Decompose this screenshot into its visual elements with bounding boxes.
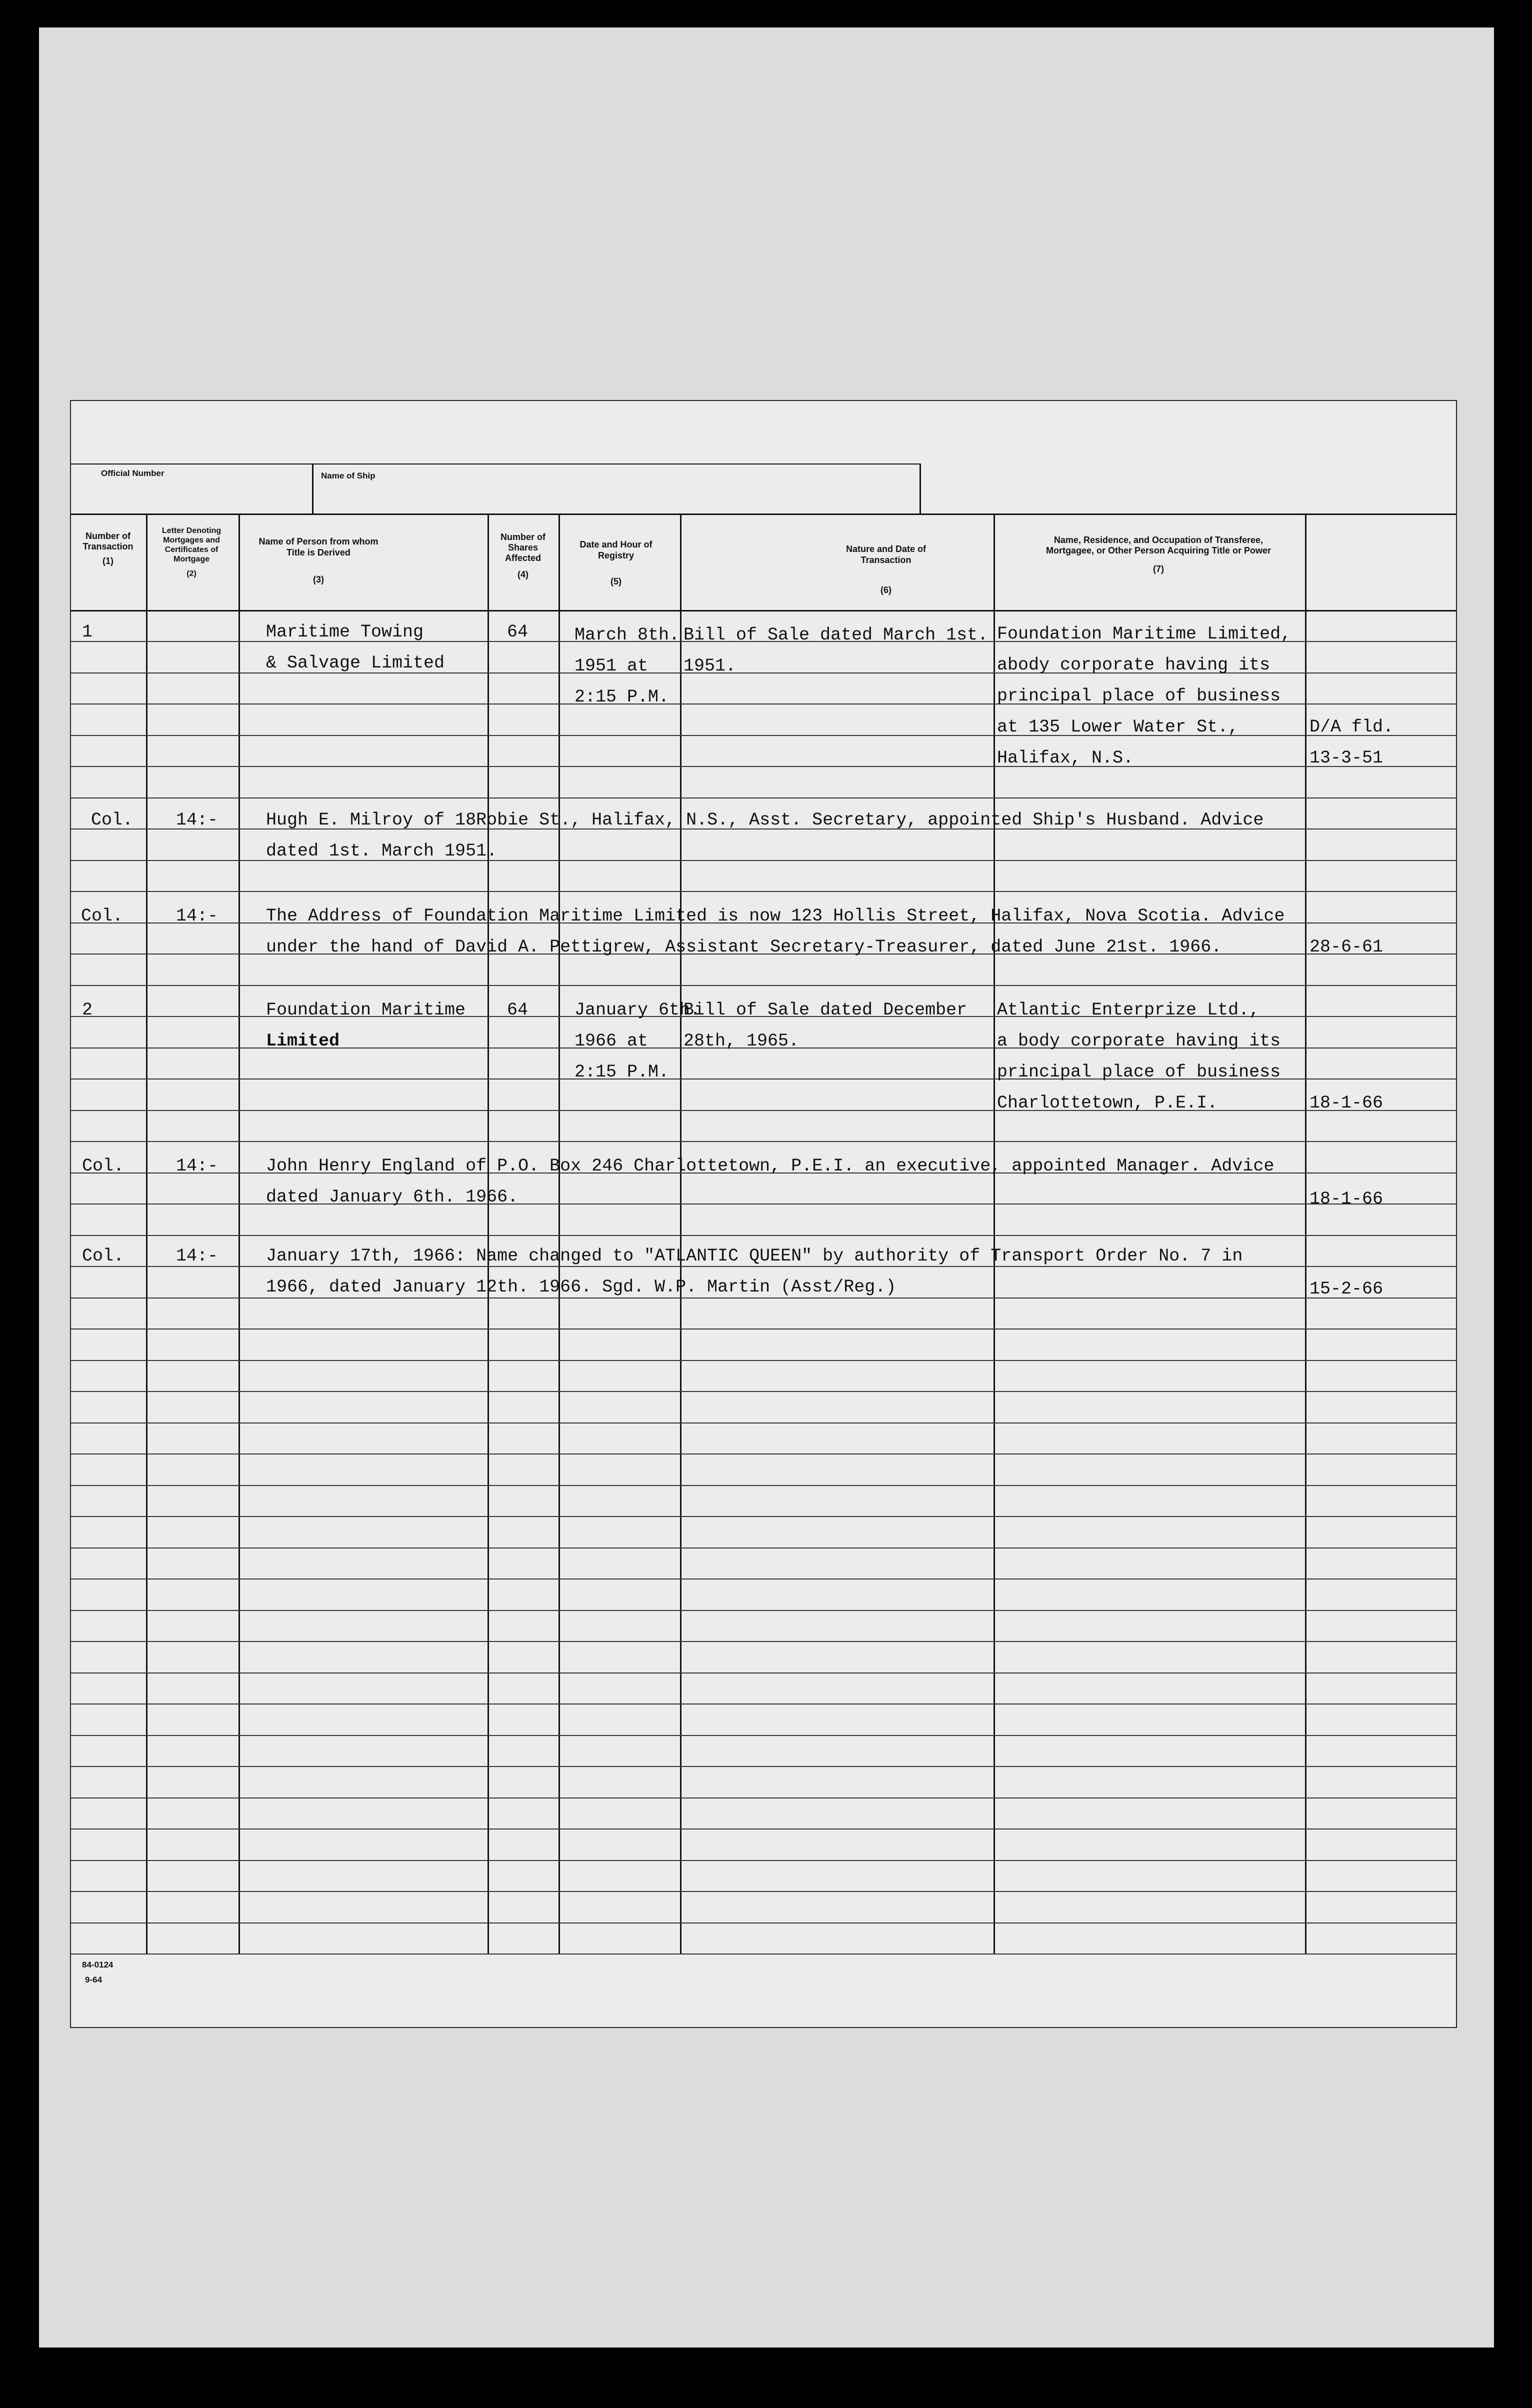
col3-num: (3)	[313, 574, 324, 584]
entry4-col3-line1: Foundation Maritime	[266, 1000, 466, 1020]
col5-header	[566, 539, 666, 587]
entry1-col7-line1: Foundation Maritime Limited,	[997, 624, 1292, 644]
header-right-rule	[920, 464, 921, 514]
entry4-col7-line4: Charlottetown, P.E.I.	[997, 1093, 1218, 1113]
header-divider	[312, 464, 314, 514]
ruled-line	[71, 1672, 1456, 1674]
entry1-col8-line1: D/A fld.	[1310, 717, 1394, 737]
column-rule	[238, 515, 240, 1954]
entry1-col6-line2: 1951.	[684, 656, 736, 676]
entry6-col1: Col.	[82, 1246, 124, 1266]
entry1-col8-line2: 13-3-51	[1310, 748, 1384, 768]
entry5-col1: Col.	[82, 1156, 124, 1176]
col1-num: (1)	[102, 556, 114, 566]
col3-title: Name of Person from whom Title is Derived	[258, 536, 378, 558]
column-rule	[488, 515, 489, 1954]
entry1-col7-line4: at 135 Lower Water St.,	[997, 717, 1239, 737]
entry1-col7-line3: principal place of business	[997, 686, 1281, 706]
ruled-line	[71, 1516, 1456, 1517]
ruled-line	[71, 1766, 1456, 1767]
col7-header	[1041, 535, 1276, 574]
entry4-col5-line1: January 6th.	[574, 1000, 701, 1020]
ruled-line	[71, 1391, 1456, 1392]
entry5-text-line1: John Henry England of P.O. Box 246 Charlottetown, P.E.I. an executive, appointed Manager. Advice	[266, 1156, 1274, 1176]
entry6-text-line2: 1966, dated January 12th. 1966. Sgd. W.P. Martin (Asst/Reg.)	[266, 1277, 896, 1297]
ruled-line	[71, 1422, 1456, 1424]
ruled-line	[71, 1266, 1456, 1267]
column-rule	[1305, 515, 1306, 1954]
col4-title: Number of Shares Affected	[500, 532, 546, 563]
entry6-text-line1: January 17th, 1966: Name changed to "ATLANTIC QUEEN" by authority of Transport Order No. 7 in	[266, 1246, 1243, 1266]
entry6-col2: 14:-	[176, 1246, 218, 1266]
col3-header	[251, 536, 386, 585]
col6-title: Nature and Date of Transaction	[846, 544, 926, 565]
entry2-text-line2: dated 1st. March 1951.	[266, 841, 498, 861]
ruled-line	[71, 985, 1456, 986]
entry4-col4: 64	[507, 1000, 528, 1020]
entry2-col2: 14:-	[176, 810, 218, 830]
col6-num: (6)	[880, 585, 892, 595]
ruled-line	[71, 1110, 1456, 1111]
entry4-col7-line3: principal place of business	[997, 1062, 1281, 1082]
column-header-top-rule	[71, 514, 1456, 515]
ruled-line	[71, 1610, 1456, 1611]
entry4-col5-line2: 1966 at	[574, 1031, 648, 1051]
entry4-col1: 2	[82, 1000, 93, 1020]
ruled-line	[71, 1328, 1456, 1330]
col4-header	[489, 532, 557, 580]
entry4-col7-line1: Atlantic Enterprize Ltd.,	[997, 1000, 1260, 1020]
column-header-bottom-rule	[71, 610, 1456, 612]
entry4-col7-line2: a body corporate having its	[997, 1031, 1281, 1051]
ruled-line	[71, 1360, 1456, 1361]
ruled-line	[71, 1891, 1456, 1892]
entry1-col6-line1: Bill of Sale dated March 1st.	[684, 625, 988, 645]
ruled-line	[71, 891, 1456, 892]
ruled-line	[71, 1922, 1456, 1924]
column-rule	[994, 515, 995, 1954]
form-number: 84-0124	[82, 1960, 114, 1970]
ship-registry-form	[70, 400, 1457, 2028]
entry4-col8: 18-1-66	[1310, 1093, 1384, 1113]
name-of-ship-label: Name of Ship	[321, 471, 376, 480]
ruled-line	[71, 766, 1456, 767]
entry1-col3-line1: Maritime Towing	[266, 622, 424, 642]
entry3-col8: 28-6-61	[1310, 937, 1384, 957]
col7-title: Name, Residence, and Occupation of Transferee, Mortgagee, or Other Person Acquiring Title or Power	[1046, 535, 1272, 556]
entry5-col8: 18-1-66	[1310, 1189, 1384, 1209]
col1-header	[71, 531, 145, 566]
official-number-label: Official Number	[101, 468, 164, 478]
ruled-line	[71, 735, 1456, 736]
entry3-text-line1: The Address of Foundation Maritime Limited is now 123 Hollis Street, Halifax, Nova Scotia. Advice	[266, 906, 1285, 926]
entry2-text-line1: Hugh E. Milroy of 18Robie St., Halifax, N.S., Asst. Secretary, appointed Ship's Husband. Advice	[266, 810, 1264, 830]
ruled-line	[71, 1735, 1456, 1736]
entry4-col6-line2: 28th, 1965.	[684, 1031, 800, 1051]
ruled-line	[71, 1485, 1456, 1486]
entry1-col7-line5: Halifax, N.S.	[997, 748, 1134, 768]
photocopy-sheet	[39, 28, 1494, 2348]
ruled-line	[71, 1235, 1456, 1236]
entry1-col3-line2: & Salvage Limited	[266, 653, 445, 673]
column-rule	[558, 515, 560, 1954]
entry1-col4: 64	[507, 622, 528, 642]
entry1-col5-line1: March 8th.	[574, 625, 680, 645]
entry2-col1: Col.	[91, 810, 134, 830]
ruled-line	[71, 1641, 1456, 1642]
col2-title: Letter Denoting Mortgages and Certificates of Mortgage	[162, 526, 222, 564]
entry6-col8: 15-2-66	[1310, 1279, 1384, 1299]
entry4-col5-line3: 2:15 P.M.	[574, 1062, 670, 1082]
ruled-line	[71, 1141, 1456, 1142]
column-rule	[146, 515, 148, 1954]
col1-title: Number of Transaction	[82, 531, 134, 552]
column-rule	[680, 515, 682, 1954]
col5-title: Date and Hour of Registry	[580, 540, 652, 560]
form-date: 9-64	[85, 1975, 102, 1984]
entry1-col1: 1	[82, 622, 93, 642]
ruled-line	[71, 1828, 1456, 1830]
col2-header	[147, 526, 236, 578]
col5-num: (5)	[610, 576, 622, 586]
entry3-text-line2: under the hand of David A. Pettigrew, Assistant Secretary-Treasurer, dated June 21st. 1966.	[266, 937, 1222, 957]
col2-num: (2)	[186, 570, 196, 578]
col6-header	[821, 544, 951, 596]
col4-num: (4)	[518, 570, 528, 580]
ruled-line	[71, 1578, 1456, 1580]
entry4-col3-line2: Limited	[266, 1031, 340, 1051]
entry3-col2: 14:-	[176, 906, 218, 926]
entry5-col2: 14:-	[176, 1156, 218, 1176]
entry1-col5-line3: 2:15 P.M.	[574, 687, 670, 707]
col7-num: (7)	[1153, 564, 1164, 574]
entry4-col6-line1: Bill of Sale dated December	[684, 1000, 968, 1020]
entry3-col1: Col.	[81, 906, 124, 926]
entry1-col7-line2: abody corporate having its	[997, 655, 1270, 675]
entry1-col5-line2: 1951 at	[574, 656, 648, 676]
ruled-line	[71, 1860, 1456, 1861]
entry5-text-line2: dated January 6th. 1966.	[266, 1187, 518, 1207]
